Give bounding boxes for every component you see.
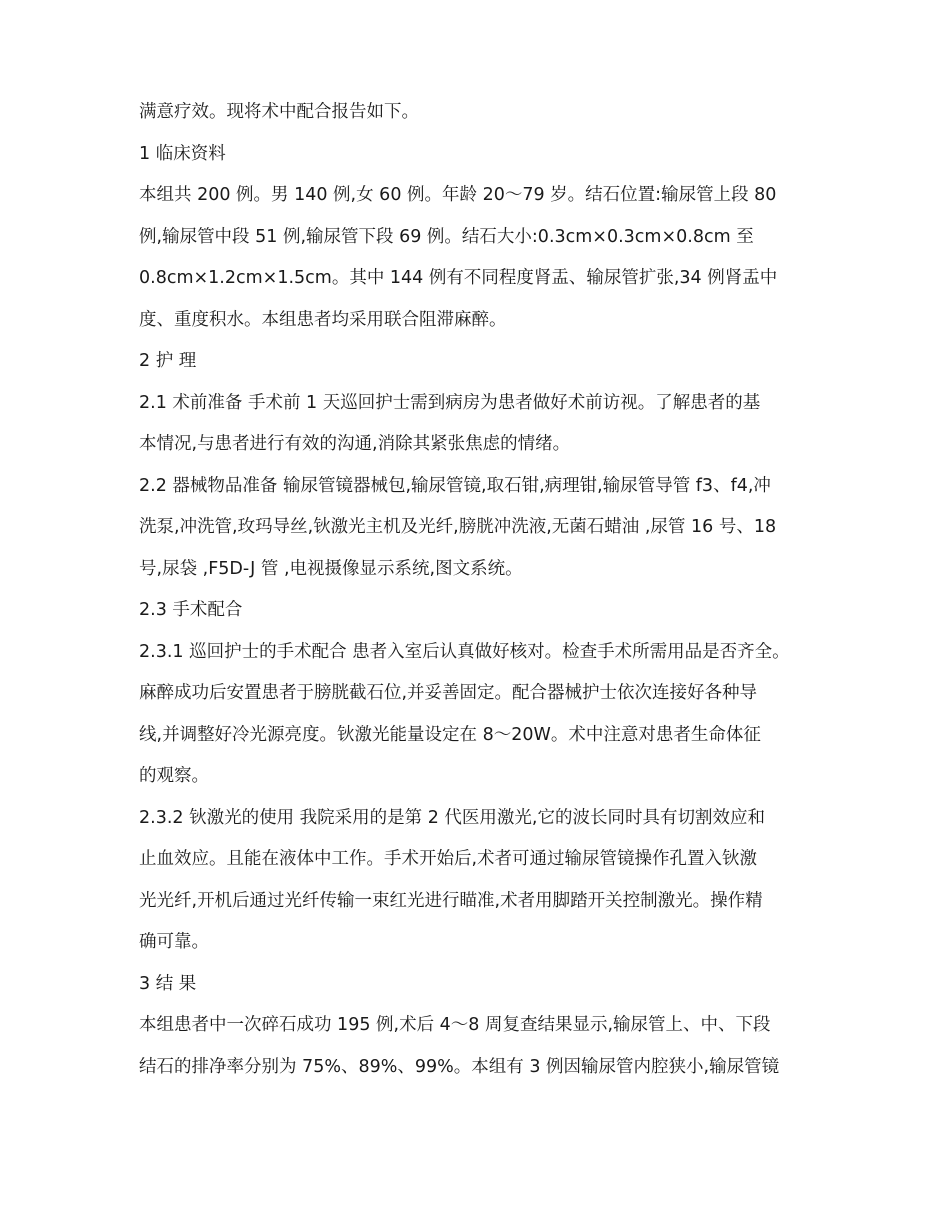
- text-line: 例,输尿管中段 51 例,输尿管下段 69 例。结石大小:0.3cm×0.3cm×0.8cm 至: [139, 226, 754, 247]
- text-line: 满意疗效。现将术中配合报告如下。: [139, 102, 419, 122]
- text-line: 本组患者中一次碎石成功 195 例,术后 4～8 周复查结果显示,输尿管上、中、下段: [139, 1015, 771, 1035]
- section-heading: 3 结 果: [139, 973, 197, 994]
- document-body: [139, 92, 839, 1088]
- text-line: 光光纤,开机后通过光纤传输一束红光进行瞄准,术者用脚踏开关控制激光。操作精: [139, 890, 763, 911]
- text-line: 2.2 器械物品准备 输尿管镜器械包,输尿管镜,取石钳,病理钳,输尿管导管 f3、f4,冲: [139, 475, 771, 496]
- subsection-heading: 2.3 手术配合: [139, 600, 243, 620]
- text-line: 止血效应。且能在液体中工作。手术开始后,术者可通过输尿管镜操作孔置入钬激: [139, 849, 758, 869]
- section-heading: 1 临床资料: [139, 143, 226, 164]
- text-line: 号,尿袋 ,F5D-J 管 ,电视摄像显示系统,图文系统。: [139, 558, 523, 579]
- text-line: 本情况,与患者进行有效的沟通,消除其紧张焦虑的情绪。: [139, 434, 571, 454]
- text-line: 度、重度积水。本组患者均采用联合阻滞麻醉。: [139, 309, 507, 330]
- text-line: 2.1 术前准备 手术前 1 天巡回护士需到病房为患者做好术前访视。了解患者的基: [139, 392, 761, 413]
- text-line: 的观察。: [139, 766, 209, 786]
- text-line: 麻醉成功后安置患者于膀胱截石位,并妥善固定。配合器械护士依次连接好各种导: [139, 683, 758, 703]
- text-line: 线,并调整好冷光源亮度。钬激光能量设定在 8～20W。术中注意对患者生命体征: [139, 724, 761, 745]
- text-line: 2.3.2 钬激光的使用 我院采用的是第 2 代医用激光,它的波长同时具有切割效应和: [139, 807, 765, 828]
- text-line: 洗泵,冲洗管,玫玛导丝,钬激光主机及光纤,膀胱冲洗液,无菌石蜡油 ,尿管 16 号、18: [139, 517, 777, 537]
- text-line: 确可靠。: [139, 932, 209, 952]
- text-line: 2.3.1 巡回护士的手术配合 患者入室后认真做好核对。检查手术所需用品是否齐全。: [139, 641, 790, 662]
- section-heading: 2 护 理: [139, 351, 197, 371]
- text-line: 本组共 200 例。男 140 例,女 60 例。年龄 20～79 岁。结石位置:输尿管上段 80: [139, 185, 777, 205]
- text-line: 结石的排净率分别为 75%、89%、99%。本组有 3 例因输尿管内腔狭小,输尿管镜: [139, 1056, 780, 1077]
- text-line: 0.8cm×1.2cm×1.5cm。其中 144 例有不同程度肾盂、输尿管扩张,34 例肾盂中: [139, 268, 778, 288]
